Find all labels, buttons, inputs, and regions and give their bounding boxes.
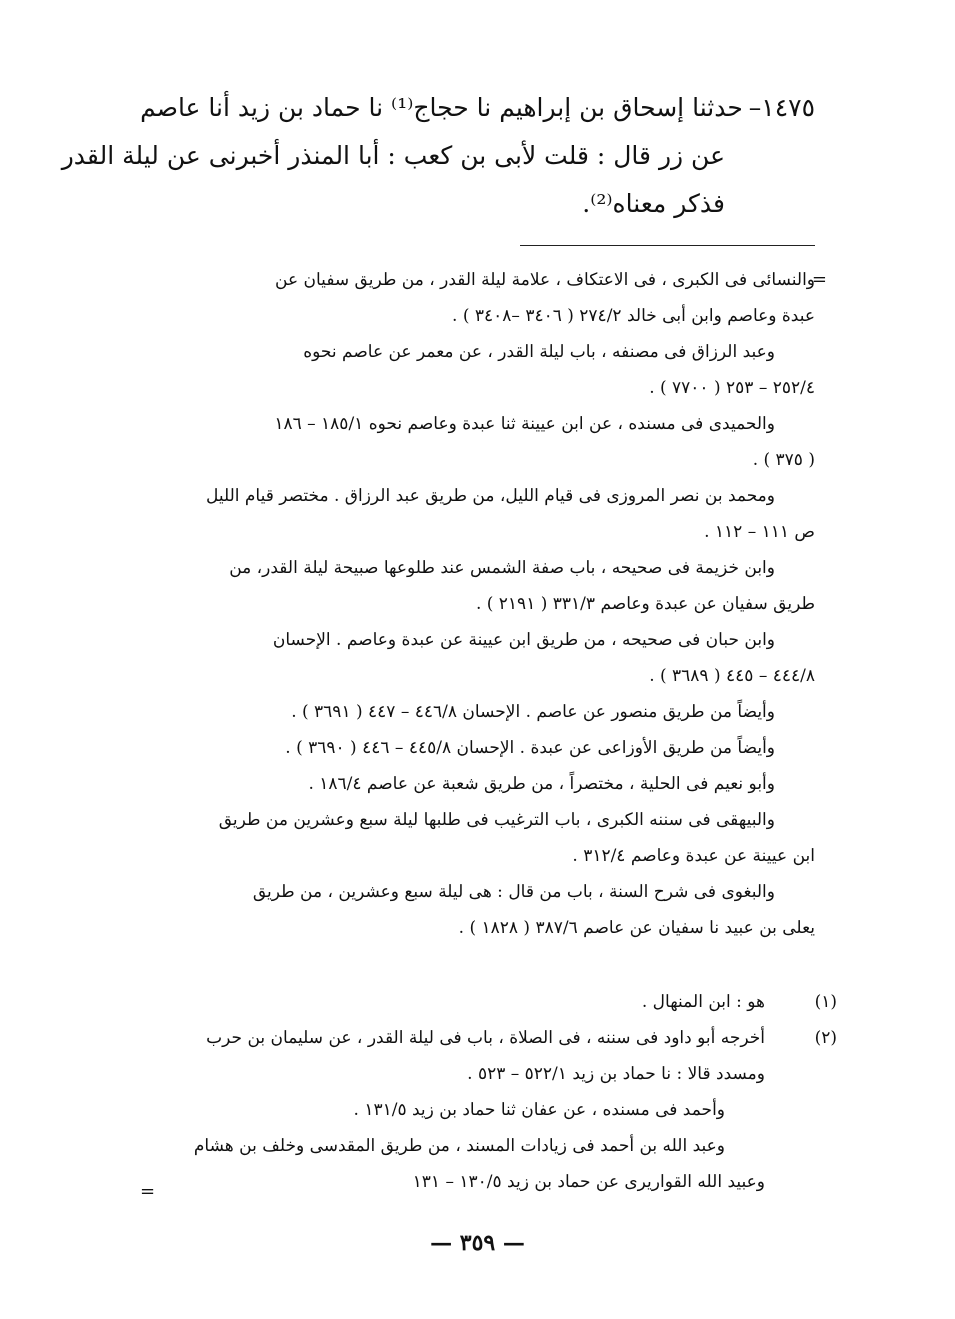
footnote-line: وأيضاً من طريق الأوزاعى عن عبدة . الإحسان ٤٤٥/٨ – ٤٤٦ ( ٣٦٩٠ ) . [285, 738, 775, 758]
continuation-mark-top: = [811, 269, 827, 290]
footnote-line: طريق سفيان عن عبدة وعاصم ٣٣١/٣ ( ٢١٩١ ) . [475, 594, 815, 614]
footnote-number: (١) [814, 992, 837, 1012]
footnote-line: ص ١١١ – ١١٢ . [704, 522, 815, 542]
footnote-line: وعبد الرزاق فى مصنفه ، باب ليلة القدر ، عن معمر عن عاصم نحوه [303, 342, 775, 362]
footnote-continuation [120, 262, 815, 946]
page-number: — ٣٥٩ — [430, 1230, 525, 1256]
hadith-text [61, 84, 815, 228]
hadith-line [120, 84, 815, 132]
footnote-line: والبيهقى فى سننه الكبرى ، باب الترغيب فى طلبها ليلة سبع وعشرين من طريق [218, 810, 775, 830]
footnote-line: ( ٣٧٥ ) . [752, 450, 815, 470]
footnote-line: وابن حبان فى صحيحه ، من طريق ابن عيينة عن عبدة وعاصم . الإحسان [272, 630, 775, 650]
footnote-line: والحميدى فى مسنده ، عن ابن عيينة ثنا عبدة وعاصم نحوه ١٨٥/١ – ١٨٦ [274, 414, 775, 434]
footnote-line: وعبد الله بن أحمد فى زيادات المسند ، من طريق المقدسى وخلف بن هشام [193, 1136, 725, 1156]
footnote-separator [520, 245, 815, 246]
continuation-mark-bottom: = [140, 1181, 156, 1202]
footnote-line: ومسدد قالا : نا حماد بن زيد ٥٢٢/١ – ٥٢٣ . [467, 1064, 765, 1084]
footnote-number: (٢) [814, 1028, 837, 1048]
footnote-line: عبدة وعاصم وابن أبى خالد ٢٧٤/٢ ( ٣٤٠٦ –٣٤٠٨ ) . [452, 306, 815, 326]
footnote-line: أخرجه أبو داود فى سننه ، فى الصلاة ، باب فى ليلة القدر ، عن سليمان بن حرب [206, 1028, 765, 1048]
footnote-line: ٢٥٢/٤ – ٢٥٣ ( ٧٧٠٠ ) . [649, 378, 815, 398]
footnote-line: وأيضاً من طريق منصور عن عاصم . الإحسان ٤٤٦/٨ – ٤٤٧ ( ٣٦٩١ ) . [291, 702, 775, 722]
footnote-line: ومحمد بن نصر المروزى فى قيام الليل، من طريق عبد الرزاق . مختصر قيام الليل [205, 486, 775, 506]
hadith-line-text: حدثنا إسحاق بن إبراهيم نا حجاج⁽¹⁾ نا حماد بن زيد أنا عاصم [140, 93, 743, 122]
footnote-1-text: هو : ابن المنهال . [641, 992, 765, 1012]
footnote-line: وأحمد فى مسنده ، عن عفان ثنا حماد بن زيد ١٣١/٥ . [353, 1100, 725, 1120]
footnote-2-text [125, 1020, 765, 1200]
footnote-line: ابن عيينة عن عبدة وعاصم ٣١٢/٤ . [572, 846, 815, 866]
footnote-line: والنسائى فى الكبرى ، فى الاعتكاف ، علامة ليلة القدر ، من طريق سفيان عن [275, 270, 815, 290]
hadith-line: فذكر معناه⁽²⁾. [582, 189, 725, 218]
footnote-line: وابن خزيمة فى صحيحه ، باب صفة الشمس عند طلوعها صبيحة ليلة القدر، من [229, 558, 775, 578]
footnote-line: وعبيد الله القواريرى عن حماد بن زيد ١٣٠/٥ – ١٣١ [412, 1172, 765, 1192]
footnote-line: وأبو نعيم فى الحلية ، مختصراً ، من طريق شعبة عن عاصم ١٨٦/٤ . [308, 774, 775, 794]
footnote-line: يعلى بن عبيد نا سفيان عن عاصم ٣٨٧/٦ ( ١٨٢٨ ) . [458, 918, 815, 938]
hadith-line: عن زر قال : قلت لأبى بن كعب : أبا المنذر أخبرنى عن ليلة القدر [61, 141, 725, 170]
footnote-line: ٤٤٤/٨ – ٤٤٥ ( ٣٦٨٩ ) . [649, 666, 815, 686]
hadith-number: ١٤٧٥– [748, 93, 815, 122]
footnote-line: والبغوى فى شرح السنة ، باب من قال : هى ليلة سبع وعشرين ، من طريق [252, 882, 775, 902]
